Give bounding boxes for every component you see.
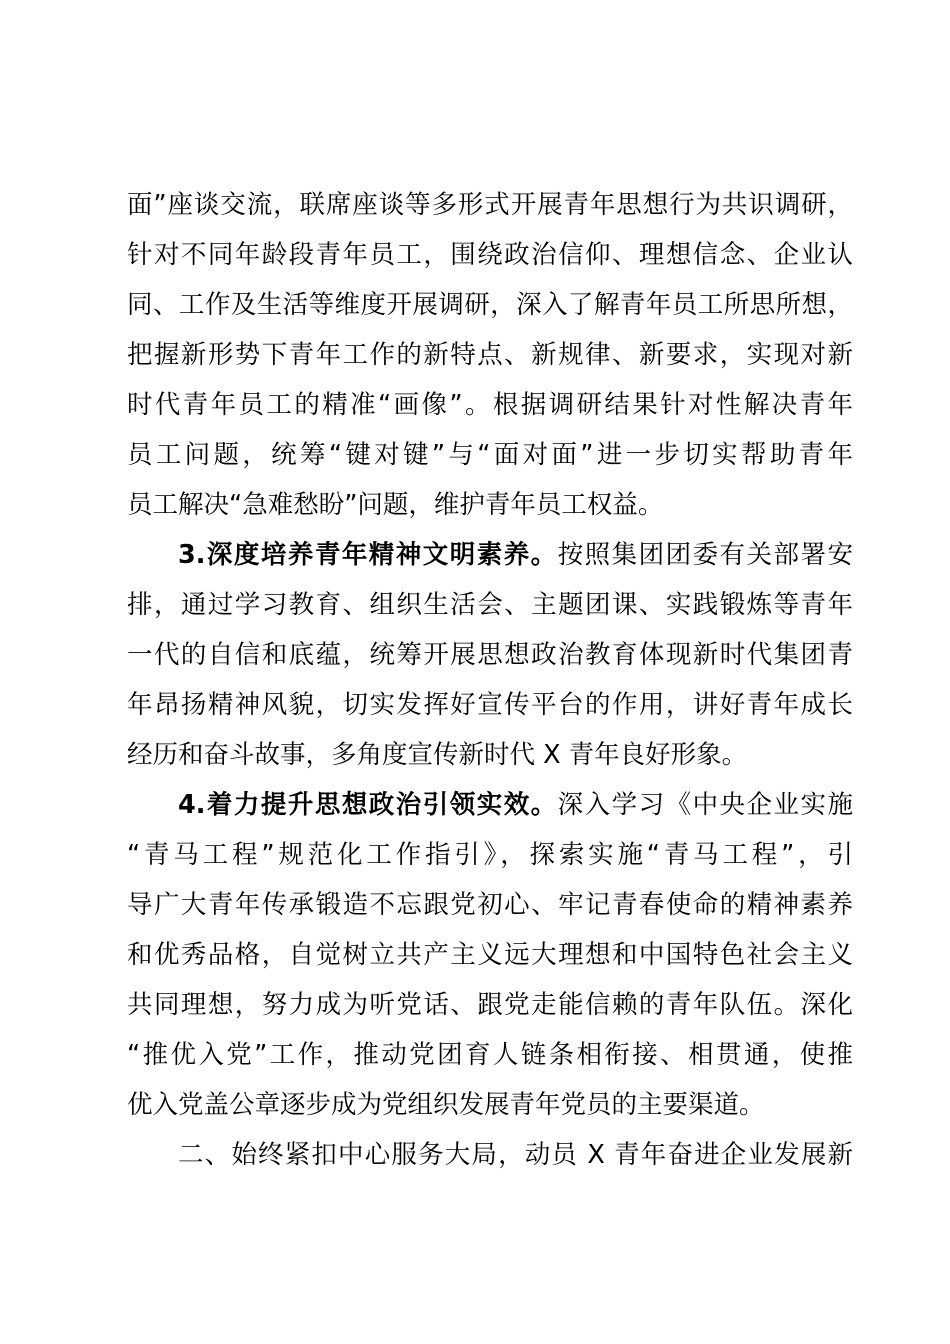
text-line [127, 780, 853, 830]
paragraph-item-3 [127, 530, 853, 780]
paragraph-research [127, 180, 853, 530]
text-line: 排，通过学习教育、组织生活会、主题团课、实践锻炼等青年 [127, 590, 853, 620]
text-line: 把握新形势下青年工作的新特点、新规律、新要求，实现对新 [127, 340, 853, 370]
text-line: 年昂扬精神风貌，切实发挥好宣传平台的作用，讲好青年成长 [127, 690, 853, 720]
text-line: “推优入党”工作，推动党团育人链条相衔接、相贯通，使推 [127, 1040, 853, 1070]
text-line: 员工问题，统筹“键对键”与“面对面”进一步切实帮助青年 [127, 440, 853, 470]
text-line: 时代青年员工的精准“画像”。根据调研结果针对性解决青年 [127, 390, 853, 420]
item-heading: 4.着力提升思想政治引领实效。 [178, 790, 558, 820]
text-line: 员工解决“急难愁盼”问题，维护青年员工权益。 [127, 490, 664, 520]
text-line: 一代的自信和底蕴，统筹开展思想政治教育体现新时代集团青 [127, 640, 853, 670]
text-line: 经历和奋斗故事，多角度宣传新时代 X 青年良好形象。 [127, 740, 748, 770]
paragraph-section-2 [127, 1130, 853, 1180]
item-text: 深入学习《中央企业实施 [557, 790, 853, 820]
text-line: “青马工程”规范化工作指引》，探索实施“青马工程”，引 [127, 840, 853, 870]
text-line: 和优秀品格，自觉树立共产主义远大理想和中国特色社会主义 [127, 940, 853, 970]
text-line: 导广大青年传承锻造不忘跟党初心、牢记青春使命的精神素养 [127, 890, 853, 920]
item-text: 按照集团团委有关部署安 [557, 540, 853, 570]
item-heading: 3.深度培养青年精神文明素养。 [178, 540, 558, 570]
text-line: 共同理想，努力成为听党话、跟党走能信赖的青年队伍。深化 [127, 990, 853, 1020]
text-line: 面”座谈交流，联席座谈等多形式开展青年思想行为共识调研， [127, 190, 853, 220]
text-line [127, 530, 853, 580]
document-body [127, 180, 853, 1180]
paragraph-item-4 [127, 780, 853, 1130]
text-line: 优入党盖公章逐步成为党组织发展青年党员的主要渠道。 [127, 1090, 765, 1120]
section-heading: 二、始终紧扣中心服务大局，动员 X 青年奋进企业发展新 [178, 1140, 853, 1170]
text-line: 针对不同年龄段青年员工，围绕政治信仰、理想信念、企业认 [127, 240, 853, 270]
text-line: 同、工作及生活等维度开展调研，深入了解青年员工所思所想， [127, 290, 853, 320]
